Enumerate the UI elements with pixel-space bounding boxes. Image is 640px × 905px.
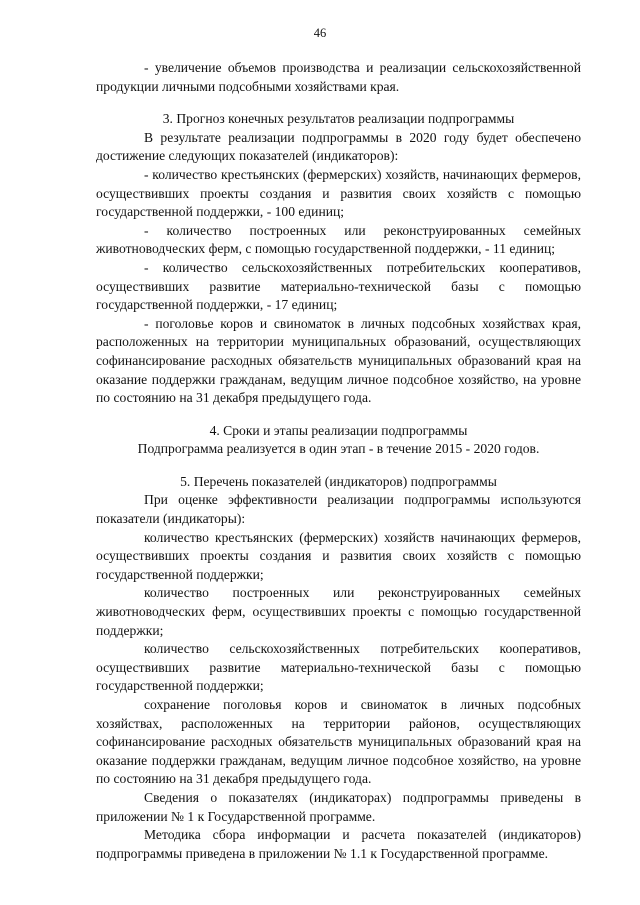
- paragraph-methodology: Методика сбора информации и расчета показателей (индикаторов) подпрограммы приведена в приложении № 1.1 к Государственной программе.: [96, 827, 581, 861]
- paragraph-production-increase: - увеличение объемов производства и реализации сельскохозяйственной продукции личными подсобными хозяйствами края.: [96, 60, 581, 94]
- paragraph-list-cooperatives: количество сельскохозяйственных потребительских кооперативов, осуществивших развитие материально-технической базы с помощью государственной поддержки;: [96, 641, 581, 694]
- paragraph-list-farms: количество крестьянских (фермерских) хозяйств начинающих фермеров, осуществивших проекты создания и развития своих хозяйств с помощью государственной поддержки;: [96, 529, 581, 582]
- heading-section-5: 5. Перечень показателей (индикаторов) подпрограммы: [180, 473, 497, 489]
- paragraph-list-livestock-farms: количество построенных или реконструированных семейных животноводческих ферм, осуществивших проекты с помощью государственной поддержки;: [96, 585, 581, 638]
- paragraph-timeframe: Подпрограмма реализуется в один этап - в течение 2015 - 2020 годов.: [137, 441, 540, 457]
- heading-section-3: 3. Прогноз конечных результатов реализации подпрограммы: [162, 111, 515, 127]
- paragraph-forecast-intro: В результате реализации подпрограммы в 2020 году будет обеспечено достижение следующих показателей (индикаторов):: [96, 129, 581, 164]
- heading-section-4: 4. Сроки и этапы реализации подпрограммы: [209, 422, 468, 438]
- paragraph-indicator-livestock-farms: - количество построенных или реконструированных семейных животноводческих ферм, с помощью государственной поддержки, - 11 единиц;: [96, 222, 581, 257]
- paragraph-indicator-livestock: - поголовье коров и свиноматок в личных подсобных хозяйствах края, расположенных на территории муниципальных образований, осуществляющих софинансирование расходных обязательств муниципальных образований края на оказание поддержки гражданам, ведущим личное подсобное хозяйство, на уровне по состоянию на 31 декабря предыдущего года.: [96, 315, 581, 406]
- document-body: [96, 59, 581, 863]
- paragraph-indicator-info: Сведения о показателях (индикаторах) подпрограммы приведены в приложении № 1 к Государственной программе.: [96, 789, 581, 824]
- paragraph-indicator-farms: - количество крестьянских (фермерских) хозяйств, начинающих фермеров, осуществивших проекты создания и развития своих хозяйств с помощью государственной поддержки, - 100 единиц;: [96, 166, 581, 220]
- paragraph-list-livestock: сохранение поголовья коров и свиноматок в личных подсобных хозяйствах, расположенных на территории районов, осуществляющих софинансирование расходных обязательств муниципальных образований края на оказание поддержки гражданам, ведущим личное подсобное хозяйство, на уровне по состоянию на 31 декабря предыдущего года.: [96, 697, 581, 787]
- paragraph-indicator-cooperatives: - количество сельскохозяйственных потребительских кооперативов, осуществивших развитие материально-технической базы с помощью государственной поддержки, - 17 единиц;: [96, 259, 581, 313]
- paragraph-evaluation-intro: При оценке эффективности реализации подпрограммы используются показатели (индикаторы):: [96, 492, 581, 527]
- page-number: 46: [313, 26, 327, 40]
